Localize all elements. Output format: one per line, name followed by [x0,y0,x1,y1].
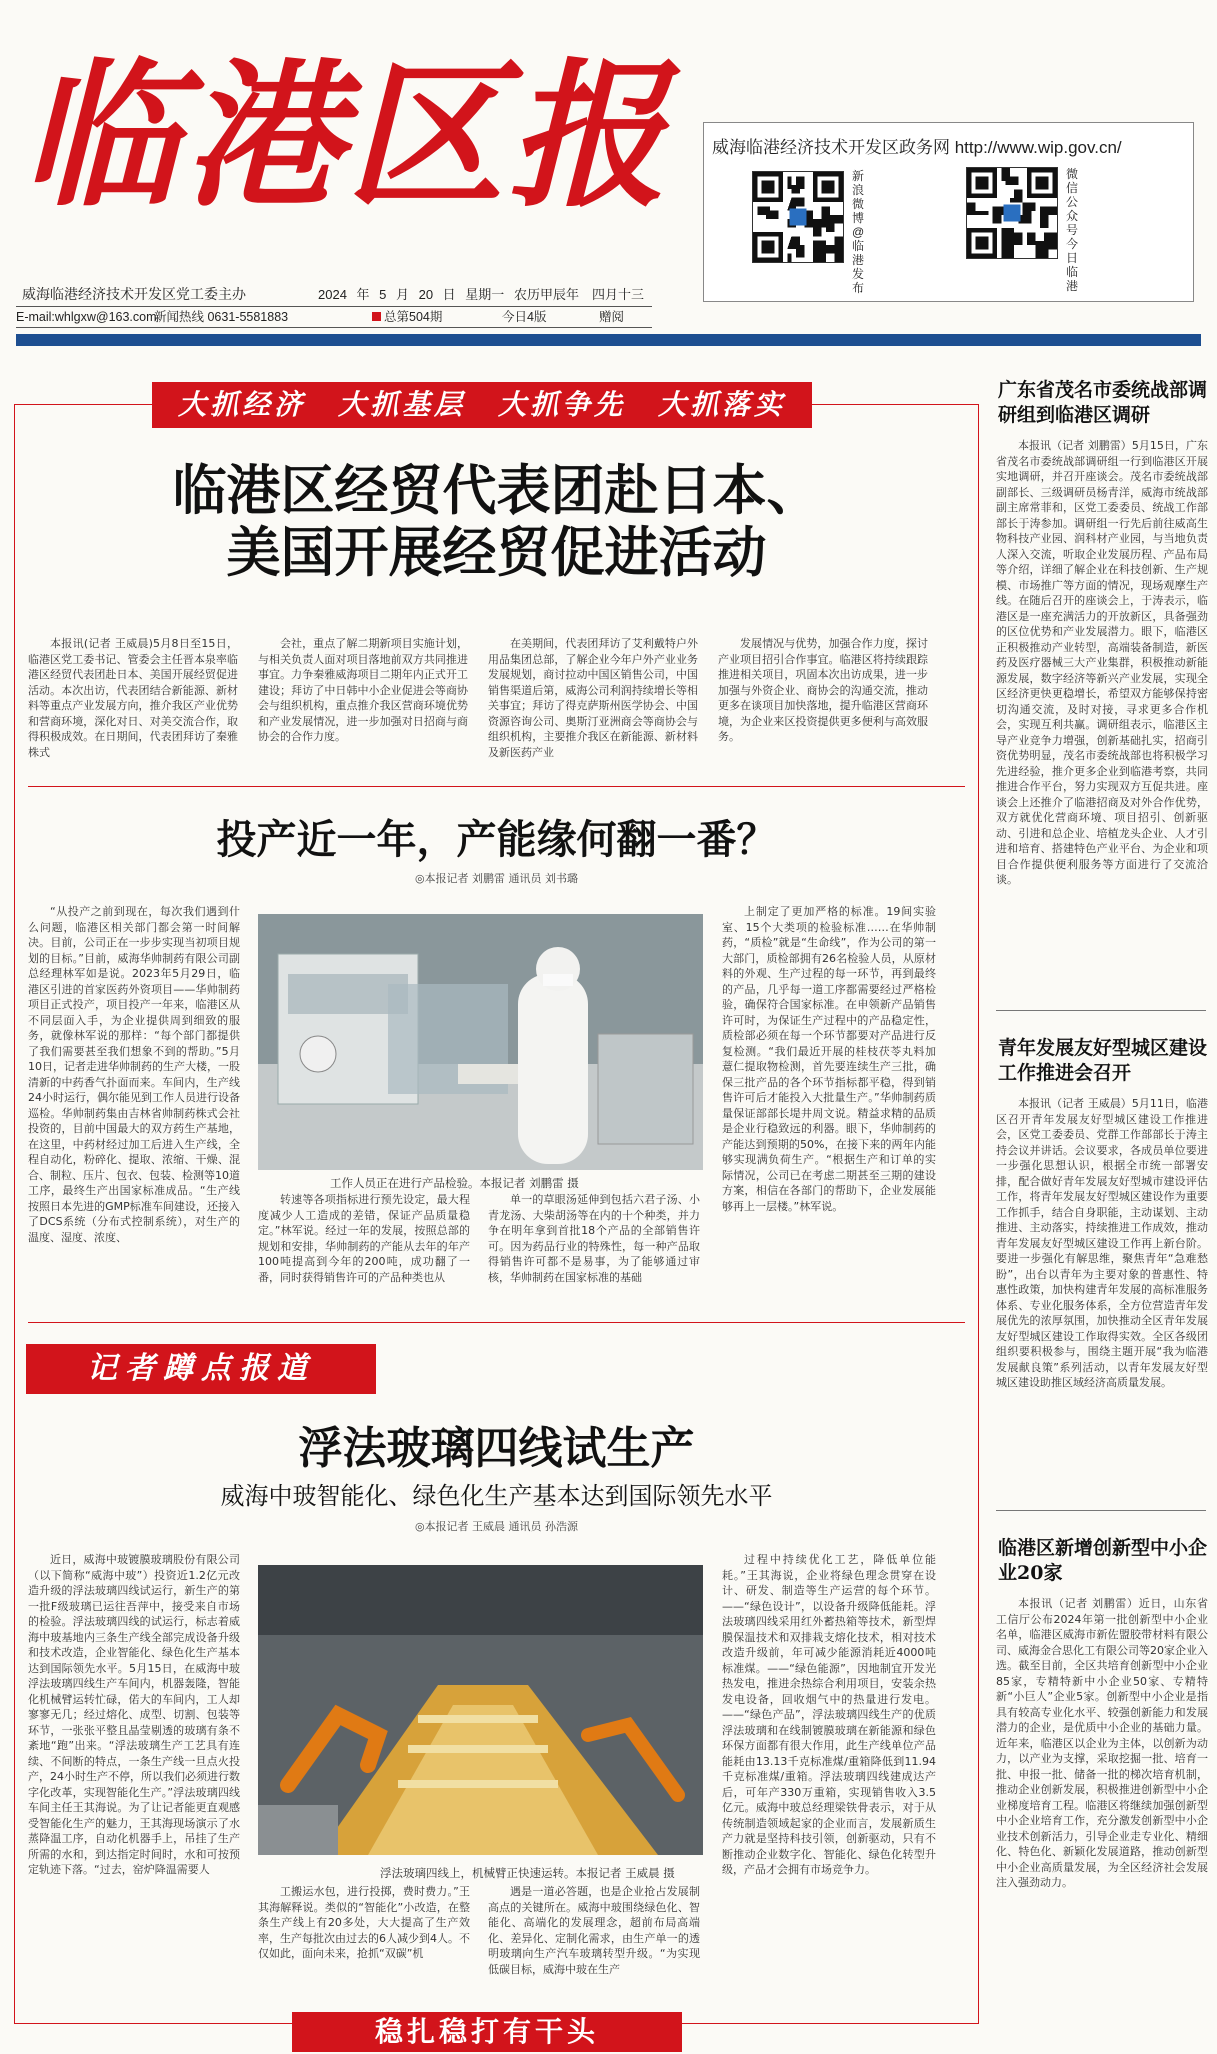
masthead-rule [16,334,1201,346]
lead-column-4: 发展情况与优势，加强合作力度，探讨产业项目招引合作事宜。临港区将持续跟踪推进相关项目，巩固本次出访成果，进一步加强与外资企业、商协会的沟通交流，推动更多在谈项目加快落地，提升临港区营商环境，为企业来区投资提供更多便利与高效服务。 [718,637,928,743]
lunar-date: 农历甲辰年 四月十三 [513,287,644,302]
slogan-banner: 大抓经济 大抓基层 大抓争先 大抓落实 [152,382,812,428]
sidebar-headline-2[interactable]: 青年发展友好型城区建设工作推进会召开 [998,1037,1208,1084]
story3-subheadline: 威海中玻智能化、绿色化生产基本达到国际领先水平 [220,1482,773,1510]
story2-photo[interactable] [258,914,703,1170]
weibo-caption: 新浪微博@临港发布 [852,169,865,295]
lead-column-1: 本报讯(记者 王威晨)5月8日至15日，临港区党工委书记、管委会主任晋本泉率临港区经贸代表团赴日本、美国开展经贸促进活动。本次出访，代表团结合新能源、新材料等重点产业发展方向，推介我区产业优势和营商环境，深化对日、对美交流合作，取得积极成效。在日期间，代表团拜访了秦雅株式 [28,637,238,759]
lab-worker-photo-illustration [258,914,703,1170]
dateline [318,284,644,303]
wechat-qr-code[interactable] [966,167,1058,259]
lead-column-2: 会社，重点了解二期新项目实施计划，与相关负责人面对项目落地前双方共同推进事宜。力争秦雅威海项目二期年内正式开工建设；拜访了中日韩中小企业促进会等商协会与组织机构，重点推介我区营商环境优势和产业发展情况，进一步加强对日招商与商协会的合作力度。 [258,637,468,743]
lead-column-3: 在美期间，代表团拜访了艾利戴特户外用品集团总部，了解企业今年户外产业业务发展规划，商讨拉动中国区销售公司，中国销售渠道后第，威海公司利润持续增长等相关事宜；拜访了得克萨斯州医学协会、中国资源咨询公司、奥斯汀亚洲商会等商协会与组织机构，主要推介我区在新能源、新材料及新医药产业 [488,637,698,759]
hotline: 新闻热线 0631-5581883 [154,310,289,324]
story3-column-2: 工搬运水包，进行投掷，费时费力。”王其海解释说。类似的“智能化”小改造，在整条生产线上有20多处，大大提高了生产效率，生产每批次由过去的6人减少到4人。不仅如此，面向未来，抢抓“双碳”机 [258,1885,470,1960]
weekday: 星期一 [465,287,505,302]
sidebar-headline-1[interactable]: 广东省茂名市委统战部调研组到临港区调研 [998,379,1208,426]
publisher-line: 威海临港经济技术开发区党工委主办 [22,286,246,302]
section-divider [28,786,965,787]
square-bullet-icon [372,312,381,321]
story3-byline: ◎本报记者 王威晨 通讯员 孙浩源 [414,1520,579,1533]
sidebar-divider [996,1510,1206,1511]
story2-column-4: 上制定了更加严格的标准。19间实验室、15个大类项的检验标准……在华帅制药，“质检”就是“生命线”，作为公司的第一大部门，质检部拥有26名检验人员，从原材料的外观、生产过程的每一环节，再到最终的产品，几乎每一道工序都需要经过严格检验，确保符合国家标准。在申领新产品销售许可时，为保证生产过程中的产品稳定性，质检部必须在每一个环节都要对产品进行反复检测。“我们最近开展的桂枝茯苓丸料加薏仁提取物检测，首先要连续生产三批，确保三批产品的各个环节指标都平稳，得到销售许可后才能投入大批量生产。”华帅制药质量保证部部长堤井周文说。精益求精的品质是企业行稳致远的利器。眼下，华帅制药的产能达到预期的50%，在接下来的两年内能够实现满负荷生产。“根据生产和订单的实际情况，公司已在考虑二期甚至三期的建设方案，相信在各部门的帮助下，企业发展能够再上一层楼。”林军说。 [722,905,936,1213]
lead-headline-line1[interactable]: 临港区经贸代表团赴日本、 [172,458,821,522]
story2-column-3: 单一的草眼汤延伸到包括六君子汤、小青龙汤、大柴胡汤等在内的十个种类，并力争在明年拿到首批18个产品的全部销售许可。因为药品行业的特殊性，每一种产品取得销售许可都不是易事，为了能够通过审核，华帅制药在国家标准的基础 [488,1193,700,1284]
sidebar-story-1: 本报讯（记者 刘鹏雷）5月15日，广东省茂名市委统战部调研组一行到临港区开展实地调研，并召开座谈会。茂名市委统战部副部长、三级调研员杨青洋，威海市统战部副主席常菲和，区党工委委员、统战工作部部长于涛参加。调研组一行先后前往威高生物科技产业园、润科材产业园，与当地负责人深入交流，听取企业发展历程、产品布局等介绍，详细了解企业在科技创新、生产规模、市场推广等方面的情况，现场观摩生产线。在随后召开的座谈会上，于涛表示，临港区是一座充满活力的开放新区，具备强劲的区位优势和产业发展潜力。眼下，临港区正积极推动产业转型，高端装备制造，新医药及医疗器械三大产业集群，积极推动新能源发展，数字经济等新兴产业发展，实现全区经济更快更稳增长，希望双方能够保持密切沟通交流，及时对接，寻求更多合作机会，实现互利共赢。调研组表示，临港区主导产业竞争力增强，创新基础扎实，招商引资优势明显，茂名市委统战部也将积极学习先进经验，推介更多企业到临港考察，共同推进合作平台，努力实现双方互促共进。座谈会上还推介了临港招商及对外合作优势，双方就优化营商环境、项目招引、创新驱动、引进和总企业、培植龙头企业、人才引进和培育、搭建特色产业平台、为企业和项目合作提供便利服务等方面进行了交流洽谈。 [996,439,1208,886]
masthead-title: 临港区报 [22,44,670,229]
story2-column-1: “从投产之前到现在，每次我们遇到什么问题，临港区相关部门都会第一时间解决。目前，公司正在一步步实现当初项目规划的目标。”目前，威海华帅制药有限公司副总经理林军如是说。2023年5月29日，临港区引进的首家医药外资项目——华帅制药项目正式投产，项目投产一年来，临港区从不同层面入手，为企业提供周到细致的服务，就像林军说的那样：“每个部门都提供了我们需要甚至我们想象不到的帮助。”5月10日，记者走进华帅制药的生产大楼，一股清新的中药香气扑面而来。车间内，生产线24小时运行，偶尔能见到工作人员进行设备巡检。华帅制药集由吉林省帅制药株式会社投资的，目前中国最大的双方药生产基地，在这里，中药材经过加工后进入生产线，全程自动化，粉碎化、提取、浓缩、干燥、混合、制粒、压片、包衣、包装、检测等10道工序，最终生产出国家标准成品。“生产线按照日本先进的GMP标准车间建设，还接入了DCS系统（分布式控制系统），对生产的温度、湿度、浓度、 [28,905,240,1244]
sidebar-story-2: 本报讯（记者 王威晨）5月11日，临港区召开青年发展友好型城区建设工作推进会，区党工委委员、党群工作部部长于涛主持会议并讲话。会议要求，各成员单位要进一步强化思想认识，根据全市统一部署安排，配合做好青年发展友好型城市建设评估工作，将青年发展友好型城区建设作为重要工作抓手，结合自身职能，主动谋划、主动推进、主动落实，持续推进工作成效，推动青年发展友好型城区建设工作再上新台阶。要进一步强化有解思维，聚焦青年“急难愁盼”，出台以青年为主要对象的普惠性、特惠性政策，加快构建青年发展的高标准服务体系、专业化服务体系，全方位营造青年发展优先的浓厚氛围，加快推动全区青年发展友好型城区建设工作取得实效。全区各级团组织要积极参与，围绕主题开展“我为临港发展献良策”系列活动，以青年发展友好型城区建设助推区域经济高质量发展。 [996,1097,1208,1389]
reporter-feature-banner: 记者蹲点报道 [26,1344,376,1394]
story3-photo-caption: 浮法玻璃四线上，机械臂正快速运转。本报记者 王威晨 摄 [380,1866,675,1880]
page-count: 今日4版 [502,310,547,324]
story3-column-1: 近日，威海中玻镀膜玻璃股份有限公司（以下简称“威海中玻”）投资近1.2亿元改造升级的浮法玻璃四线试运行，新生产的第一批F级玻璃已运往吾萍中，接受来自市场的检验。浮法玻璃四线的试运行，标志着威海中玻基地内三条生产线全部完成设备升级和技术改造，企业智能化、绿色化生产基本达到国际领先水平。5月15日，在威海中玻浮法玻璃四线生产车间内，机器轰隆，智能化机械臂运转忙碌，偌大的车间内，工人却寥寥无几；经过熔化、成型、切割、包装等环节，一张张平整且晶莹剔透的玻璃有条不紊地“跑”出来。“浮法玻璃生产工艺具有连续、不间断的特点，一条生产线一旦点火投产，24小时生产不停，所以我们必须进行数字化改革，实现智能化生产。”浮法玻璃四线车间主任王其海说。为了让记者能更直观感受智能化生产的魅力，王其海现场演示了水蒸降温工序，自动化机器手上，吊挂了生产所需的水和，到达指定时间时，水和可按预定轨迹下落。“过去，窑炉降温需要人 [28,1553,240,1876]
story3-photo[interactable] [258,1565,703,1855]
publish-date: 2024 年 5 月 20 日 [318,287,456,302]
price: 赠阅 [599,310,625,324]
sidebar-story-3: 本报讯（记者 刘鹏雷）近日，山东省工信厅公布2024年第一批创新型中小企业名单，临港区威海市新佐盟胶带材料有限公司、威海金合思化工有限公司等20家企业入选。截至目前，全区共培育创新型中小企业85家，专精特新中小企业50家、专精特新“小巨人”企业5家。创新型中小企业是指具有较高专业化水平、较强创新能力和发展潜力的企业，是优质中小企业的基础力量。近年来，临港区以企业为主体，以创新为动力，以产业为支撑，采取挖掘一批、培育一批、申报一批、储备一批的梯次培育机制，推动企业创新发展，积极推进创新型中小企业梯度培育工程。临港区将继续加强创新型中小企业培育工作，充分激发创新型中小企业技术创新活力，引导企业走专业化、精细化、特色化、新颖化发展道路，推动创新型中小企业高质量发展，为全区经济社会发展注入强劲动力。 [996,1597,1208,1889]
gov-website-link[interactable]: 威海临港经济技术开发区政务网 http://www.wip.gov.cn/ [712,138,1122,157]
qr-box [703,122,1194,302]
bottom-banner: 稳扎稳打有干头 [292,2012,682,2052]
story2-column-2: 转速等各项指标进行预先设定，最大程度减少人工造成的差错，保证产品质量稳定。”林军说。经过一年的发展，按照总部的规划和安排，华帅制药的产能从去年的年产100吨提高到今年的200吨，成功翻了一番，同时获得销售许可的产品种类也从 [258,1193,470,1284]
story3-headline[interactable]: 浮法玻璃四线试生产 [298,1423,695,1474]
email[interactable]: E-mail:whlgxw@163.com [16,310,157,324]
story2-byline: ◎本报记者 刘鹏雷 通讯员 刘书璐 [414,872,579,885]
weibo-qr-code[interactable] [752,171,844,263]
wechat-caption: 微信公众号今日临港 [1066,167,1079,293]
info-row [16,306,652,328]
glass-line-photo-illustration [258,1565,703,1855]
story3-column-3: 遇是一道必答题，也是企业抢占发展制高点的关键所在。威海中玻围绕绿色化、智能化、高端化的发展理念，超前布局高端化、差异化、定制化需求，由生产单一的透明玻璃向生产汽车玻璃转型升级。“为实现低碳目标，威海中玻在生产 [488,1885,700,1976]
issue-number: 总第504期 [372,307,442,327]
sidebar-headline-3[interactable]: 临港区新增创新型中小企业20家 [998,1537,1208,1584]
section-divider [28,1322,965,1323]
sidebar-divider [996,1010,1206,1011]
story3-column-4: 过程中持续优化工艺，降低单位能耗。”王其海说，企业将绿色理念贯穿在设计、研发、制造等生产运营的每个环节。——“绿色设计”，以设备升级降低能耗。浮法玻璃四线采用红外蓄热箱等技术，新型焊膜保温技术和双排栽支熔化技术，相对技术改造升级前，年可减少能源消耗近4000吨标准煤。——“绿色能源”，因地制宜开发光热发电，推进余热综合利用项目，安装余热发电设备，回收烟气中的热量进行发电。——“绿色产品”，浮法玻璃四线生产的优质浮法玻璃和在线制镀膜玻璃在新能源和绿色环保方面都有很大作用，此生产线单位产品能耗由13.13千克标准煤/重箱降低到11.94千克标准煤/重箱。浮法玻璃四线建成达产后，可年产330万重箱，实现销售收入3.5亿元。威海中玻总经理梁铁骨表示，对于从传统制造领域起家的企业而言，发展新质生产力就是坚持科技引领，创新驱动，只有不断推动企业数字化、智能化、绿色化转型升级，产品才会拥有市场竞争力。 [722,1553,936,1876]
story2-photo-caption: 工作人员正在进行产品检验。本报记者 刘鹏雷 摄 [330,1176,579,1190]
lead-headline-line2[interactable]: 美国开展经贸促进活动 [226,520,767,584]
story2-headline[interactable]: 投产近一年，产能缘何翻一番？ [216,816,777,863]
